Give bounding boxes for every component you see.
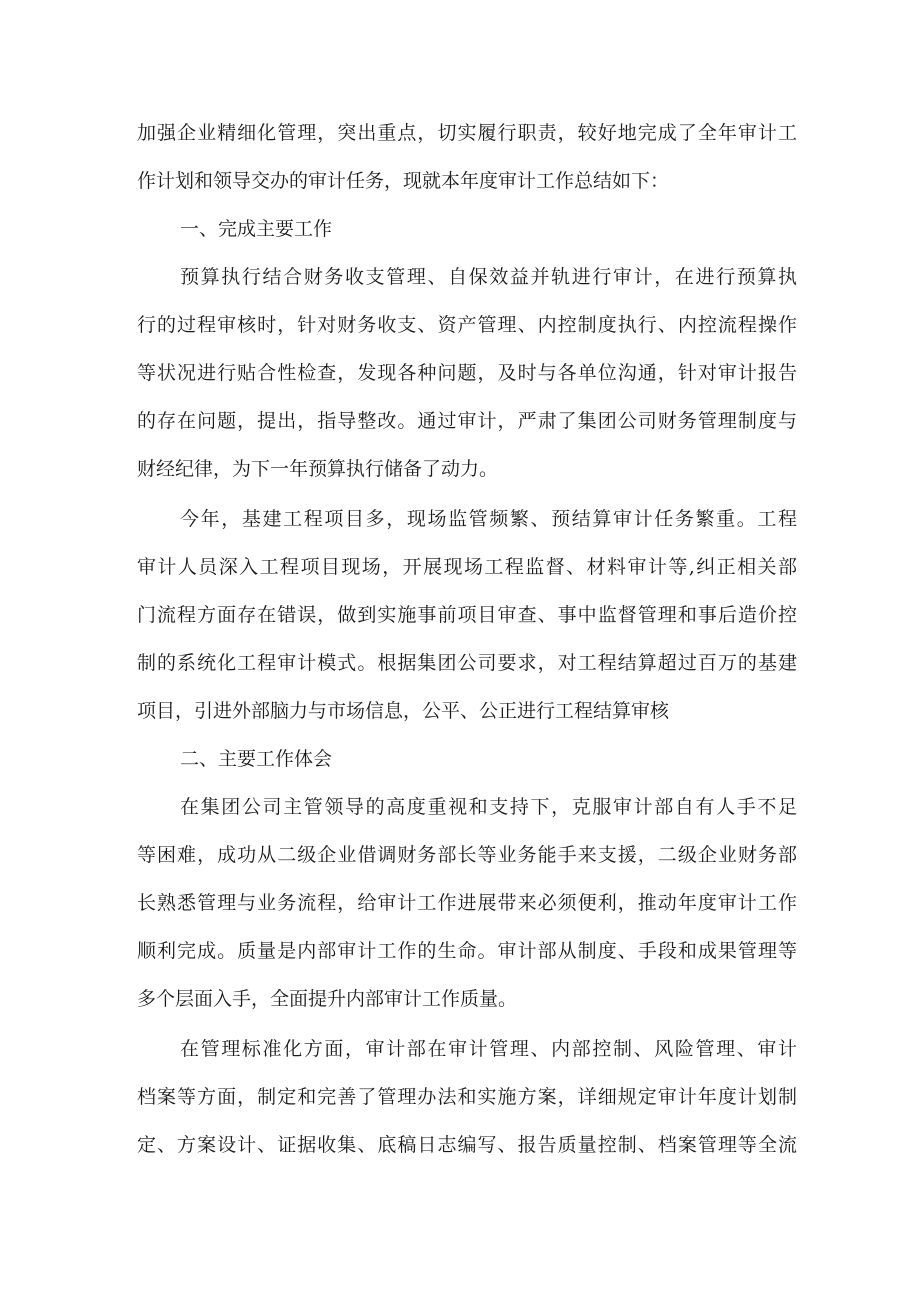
text-line: 财经纪律，为下一年预算执行储备了动力。 — [137, 458, 499, 480]
text-line: 门流程方面存在错误，做到实施事前项目审查、事中监督管理和事后造价控 — [137, 604, 797, 626]
text-line: 档案等方面，制定和完善了管理办法和实施方案，详细规定审计年度计划制 — [137, 1086, 797, 1108]
text-line: 制的系统化工程审计模式。根据集团公司要求，对工程结算超过百万的基建 — [137, 652, 797, 674]
text-line: 等困难，成功从二级企业借调财务部长等业务能手来支援，二级企业财务部 — [137, 844, 797, 866]
text-line: 等状况进行贴合性检查，发现各种问题，及时与各单位沟通，针对审计报告 — [137, 362, 797, 384]
text-line: 长熟悉管理与业务流程，给审计工作进展带来必须便利，推动年度审计工作 — [137, 892, 797, 914]
text-line: 在集团公司主管领导的高度重视和支持下，克服审计部自有人手不足 — [180, 796, 797, 818]
section-heading: 二、主要工作体会 — [180, 748, 333, 770]
text-line: 的存在问题，提出，指导整改。通过审计，严肃了集团公司财务管理制度与 — [137, 410, 797, 432]
text-line: 今年，基建工程项目多，现场监管频繁、预结算审计任务繁重。工程 — [180, 508, 797, 530]
text-line: 在管理标准化方面，审计部在审计管理、内部控制、风险管理、审计 — [180, 1038, 797, 1060]
text-line: 审计人员深入工程项目现场，开展现场工程监督、材料审计等,纠正相关部 — [137, 556, 797, 578]
text-line: 预算执行结合财务收支管理、自保效益并轨进行审计，在进行预算执 — [180, 266, 797, 288]
text-line: 作计划和领导交办的审计任务，现就本年度审计工作总结如下： — [137, 170, 670, 192]
text-line: 加强企业精细化管理，突出重点，切实履行职责，较好地完成了全年审计工 — [137, 122, 797, 144]
text-line: 项目，引进外部脑力与市场信息，公平、公正进行工程结算审核 — [137, 700, 670, 722]
text-line: 顺利完成。质量是内部审计工作的生命。审计部从制度、手段和成果管理等 — [137, 940, 797, 962]
text-line: 定、方案设计、证据收集、底稿日志编写、报告质量控制、档案管理等全流 — [137, 1134, 797, 1156]
text-line: 行的过程审核时，针对财务收支、资产管理、内控制度执行、内控流程操作 — [137, 314, 797, 336]
section-heading: 一、完成主要工作 — [180, 218, 333, 240]
text-line: 多个层面入手，全面提升内部审计工作质量。 — [137, 988, 518, 1010]
